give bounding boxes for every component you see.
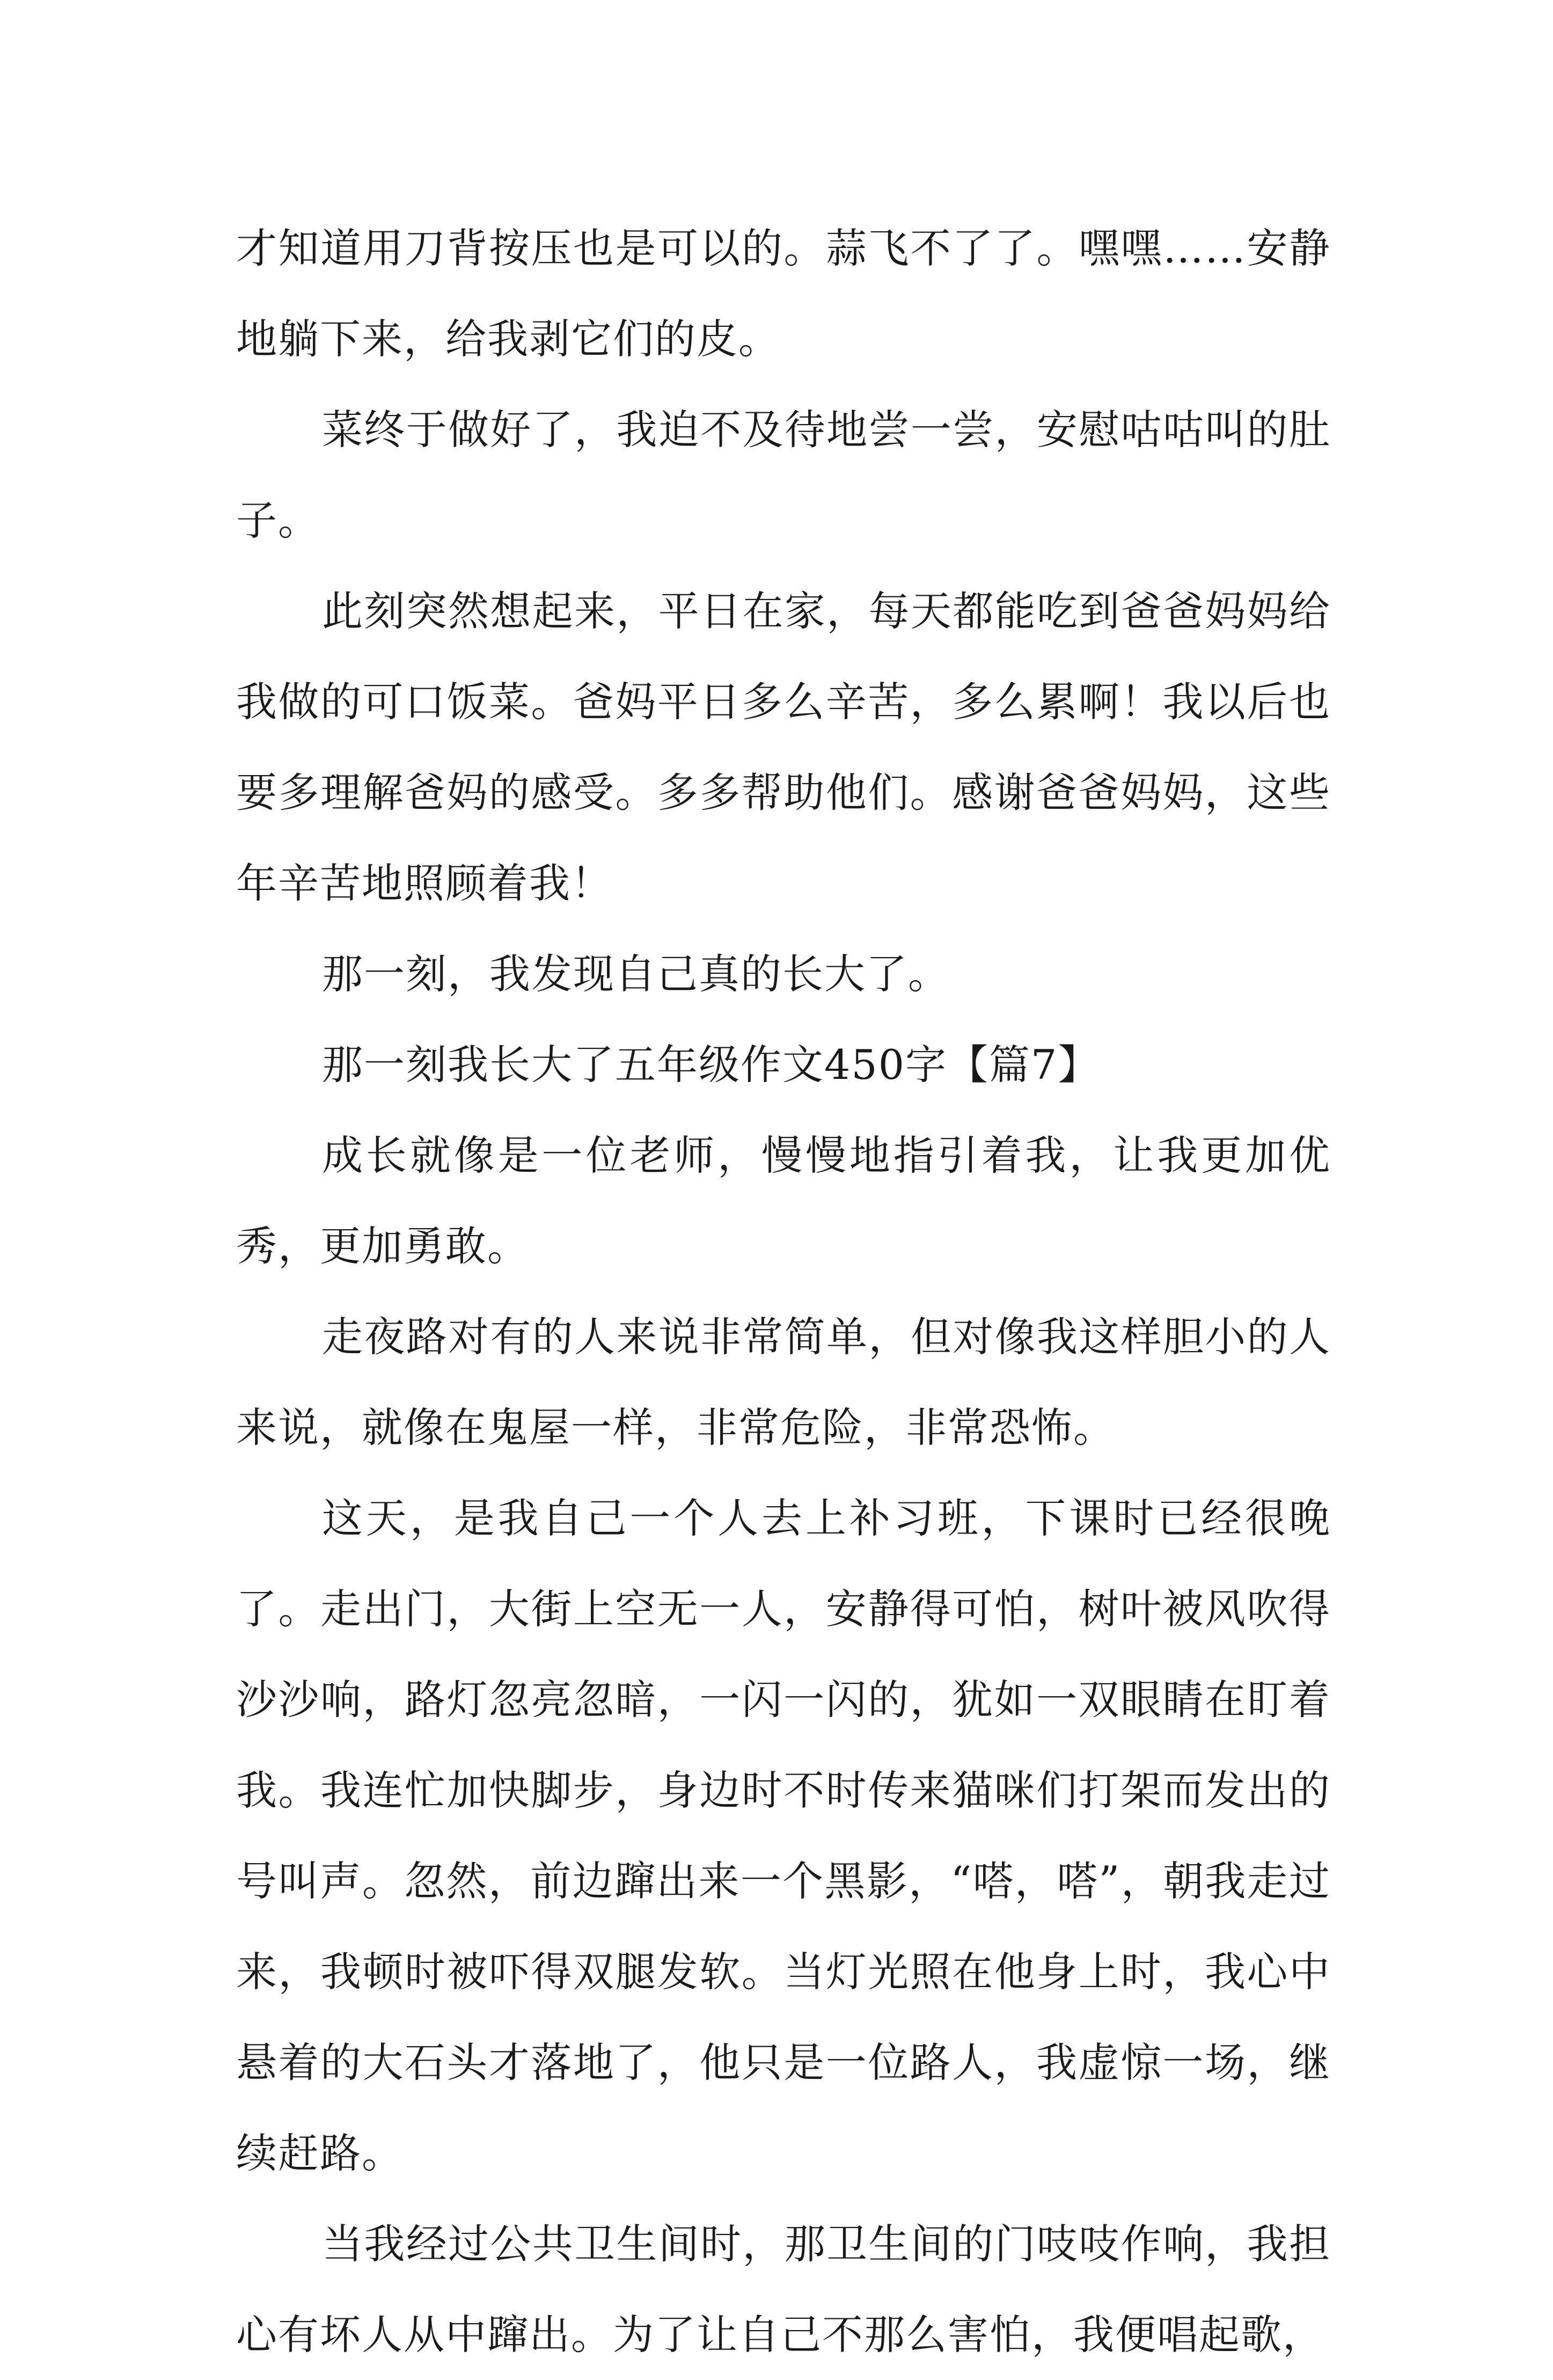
paragraph-7: 走夜路对有的人来说非常简单，但对像我这样胆小的人来说，就像在鬼屋一样，非常危险，非常恐怖。 <box>236 1313 1331 1451</box>
section-heading: 那一刻我长大了五年级作文450字【篇7】 <box>322 1041 1100 1089</box>
paragraph-1: 才知道用刀背按压也是可以的。蒜飞不了了。嘿嘿……安静地躺下来，给我剥它们的皮。 <box>236 224 1331 363</box>
paragraph-6: 成长就像是一位老师，慢慢地指引着我，让我更加优秀，更加勇敢。 <box>236 1131 1331 1270</box>
paragraph-9: 当我经过公共卫生间时，那卫生间的门吱吱作响，我担心有坏人从中蹿出。为了让自己不那么害怕，我便唱起歌， <box>236 2220 1331 2359</box>
paragraph-2: 菜终于做好了，我迫不及待地尝一尝，安慰咕咕叫的肚子。 <box>236 406 1331 544</box>
paragraph-4: 那一刻，我发现自己真的长大了。 <box>322 950 950 998</box>
document-body <box>236 203 1331 2380</box>
paragraph-3: 此刻突然想起来，平日在家，每天都能吃到爸爸妈妈给我做的可口饭菜。爸妈平日多么辛苦，多么累啊！我以后也要多理解爸妈的感受。多多帮助他们。感谢爸爸妈妈，这些年辛苦地照顾着我！ <box>236 587 1331 907</box>
paragraph-8: 这天，是我自己一个人去上补习班，下课时已经很晚了。走出门，大街上空无一人，安静得可怕，树叶被风吹得沙沙响，路灯忽亮忽暗，一闪一闪的，犹如一双眼睛在盯着我。我连忙加快脚步，身边时不时传来猫咪们打架而发出的号叫声。忽然，前边蹿出来一个黑影，“嗒，嗒”，朝我走过来，我顿时被吓得双腿发软。当灯光照在他身上时，我心中悬着的大石头才落地了，他只是一位路人，我虚惊一场，继续赶路。 <box>236 1494 1331 2177</box>
